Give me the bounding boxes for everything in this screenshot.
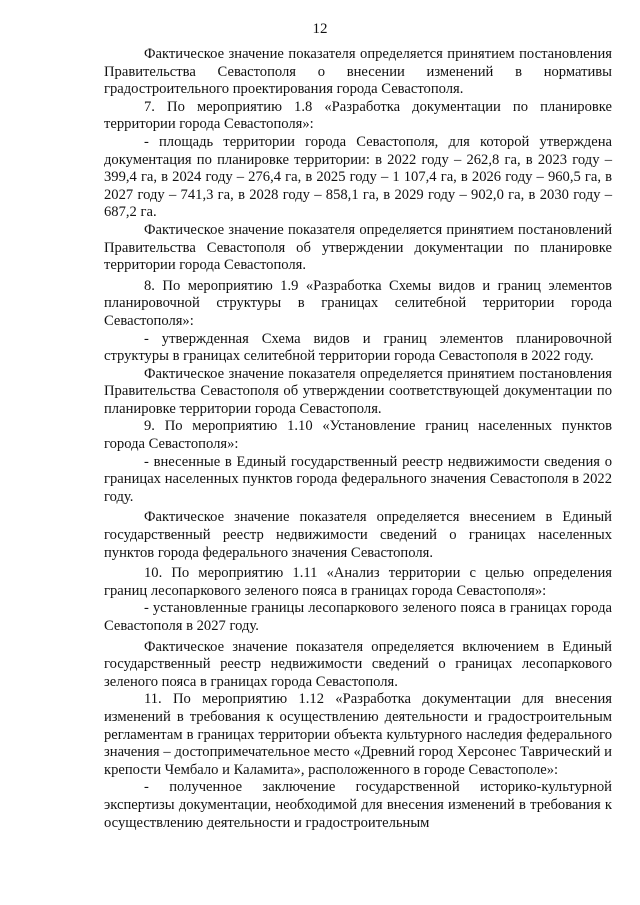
paragraph-1: Фактическое значение показателя определяется принятием постановления Правительства Севастополя о внесении изменений в нормативы градостроительного проектирования города Севастополя.	[104, 46, 612, 98]
document-body	[104, 46, 612, 832]
paragraph-14: 11. По мероприятию 1.12 «Разработка документации для внесения изменений в требования к осуществлению деятельности и градостроительным регламентам в границах территории объекта культурного наследия федерального значения – достопримечательное место «Древний город Херсонес Таврический и крепости Чембало и Каламита», расположенного в городе Севастополе»:	[104, 691, 612, 778]
page-number: 12	[312, 21, 328, 37]
paragraph-4: Фактическое значение показателя определяется принятием постановлений Правительства Севастополя об утверждении документации по планировке территории города Севастополя.	[104, 221, 612, 274]
paragraph-8: 9. По мероприятию 1.10 «Установление границ населенных пунктов города Севастополя»:	[104, 418, 612, 453]
paragraph-5: 8. По мероприятию 1.9 «Разработка Схемы видов и границ элементов планировочной структуры в границах селитебной территории города Севастополя»:	[104, 277, 612, 329]
paragraph-15: - полученное заключение государственной историко-культурной экспертизы документации, необходимой для внесения изменений в требования к осуществлению деятельности и градостроительным	[104, 779, 612, 831]
paragraph-13: Фактическое значение показателя определяется включением в Единый государственный реестр недвижимости сведений о границах лесопаркового зеленого пояса в границах города Севастополя.	[104, 638, 612, 690]
paragraph-11: 10. По мероприятию 1.11 «Анализ территории с целью определения границ лесопаркового зеленого пояса в границах города Севастополя»:	[104, 565, 612, 599]
paragraph-2: 7. По мероприятию 1.8 «Разработка документации по планировке территории города Севастополя»:	[104, 98, 612, 133]
paragraph-10: Фактическое значение показателя определяется внесением в Единый государственный реестр недвижимости сведений о границах населенных пунктов города федерального значения Севастополя.	[104, 509, 612, 561]
paragraph-9: - внесенные в Единый государственный реестр недвижимости сведения о границах населенных пунктов города федерального значения Севастополя в 2022 году.	[104, 453, 612, 505]
paragraph-7: Фактическое значение показателя определяется принятием постановления Правительства Севастополя об утверждении соответствующей документации по планировке территории города Севастополя.	[104, 365, 612, 417]
paragraph-6: - утвержденная Схема видов и границ элементов планировочной структуры в границах селитебной территории города Севастополя в 2022 году.	[104, 330, 612, 365]
paragraph-3: - площадь территории города Севастополя, для которой утверждена документация по планировке территории: в 2022 году – 262,8 га, в 2023 году – 399,4 га, в 2024 году – 276,4 га, в 2025 году – 1 107,4 га, в 2026 году – 960,5 га, в 2027 году – 741,3 га, в 2028 году – 858,1 га, в 2029 году – 902,0 га, в 2030 году – 687,2 га.	[104, 133, 612, 221]
paragraph-12: - установленные границы лесопаркового зеленого пояса в границах города Севастополя в 2027 году.	[104, 600, 612, 634]
